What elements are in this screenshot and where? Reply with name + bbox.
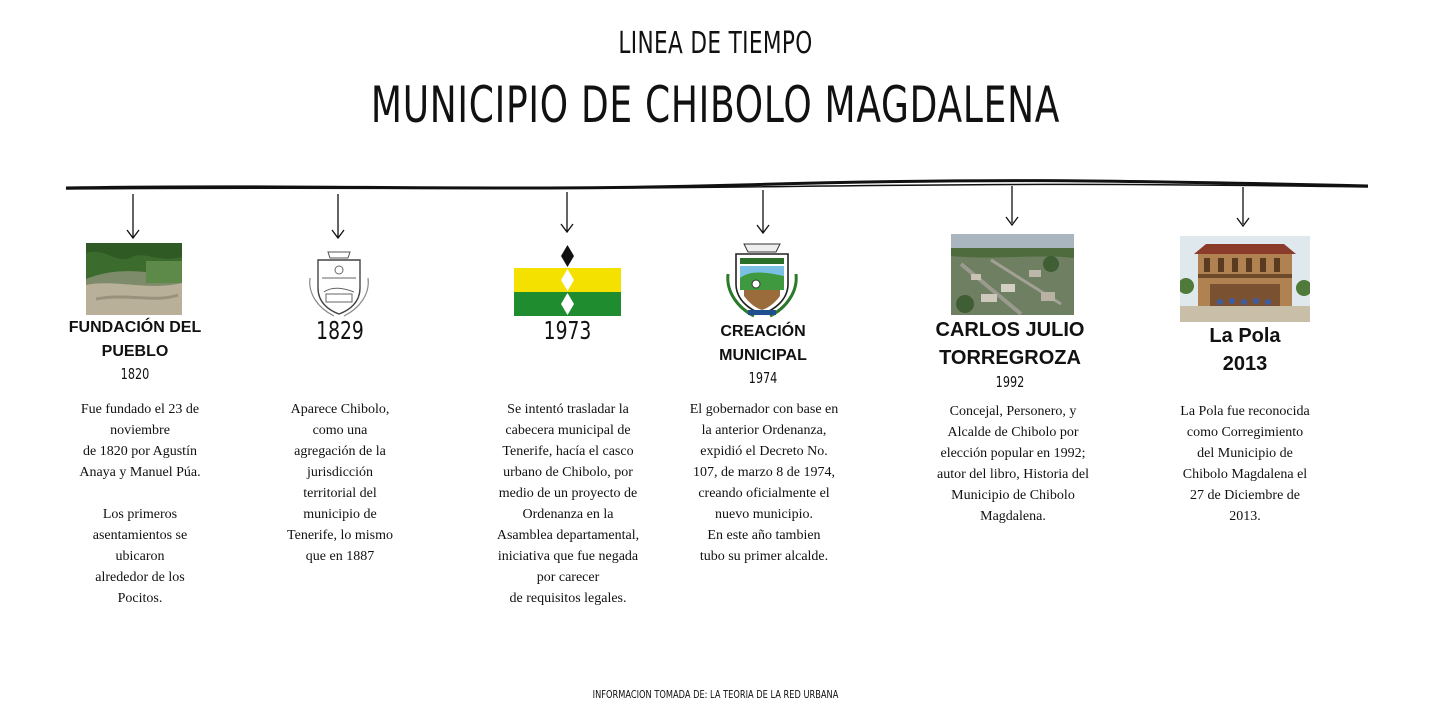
- event-3: [500, 316, 635, 345]
- river-landscape-photo: [86, 243, 182, 315]
- event-1-heading-line2: PUEBLO: [101, 343, 169, 360]
- event-4-text: El gobernador con base en la anterior Ordenanza, expidió el Decreto No. 107, de marzo 8 de 1974, creando oficialmente el nuevo municipio. En este año tambien tubo su primer alcalde.: [689, 402, 839, 564]
- timeline-line: [0, 170, 1431, 245]
- event-5-heading-line2: TORREGROZA: [939, 347, 1081, 369]
- municipal-flag: [514, 244, 621, 317]
- event-3-year: 1973: [543, 316, 592, 345]
- source-footer: INFORMACION TOMADA DE: LA TEORIA DE LA RED URBANA: [592, 688, 839, 701]
- municipal-coat-of-arms: [722, 238, 802, 318]
- wooden-house-photo: [1180, 236, 1310, 322]
- event-3-text: Se intentó trasladar la cabecera municipal de Tenerife, hacía el casco urbano de Chibolo, por medio de un proyecto de Ordenanza en la Asamblea departamental, iniciativa que fue negada por carecer de requisitos legales.: [496, 402, 640, 606]
- event-4: [688, 320, 838, 387]
- event-2-text: Aparece Chibolo, como una agregación de la jurisdicción territorial del municipio de Tenerife, lo mismo que en 1887: [287, 402, 393, 564]
- aerial-town-photo: [951, 234, 1074, 315]
- event-1-heading-line1: FUNDACIÓN DEL: [68, 319, 202, 336]
- page-subtitle: LINEA DE TIEMPO: [618, 26, 813, 61]
- event-2: [270, 316, 410, 345]
- event-6-heading-line2: 2013: [1222, 353, 1268, 375]
- event-5-text: Concejal, Personero, y Alcalde de Chibolo por elección popular en 1992; autor del libro, Historia del Municipio de Chibolo Magdalena.: [936, 404, 1090, 524]
- event-4-heading-line2: MUNICIPAL: [719, 347, 807, 364]
- page-title: MUNICIPIO DE CHIBOLO MAGDALENA: [370, 76, 1061, 134]
- event-5-year: 1992: [995, 373, 1025, 391]
- event-1-year: 1820: [120, 365, 150, 383]
- event-5: [915, 316, 1105, 391]
- event-1-text: Fue fundado el 23 de noviembre de 1820 por Agustín Anaya y Manuel Púa. Los primeros asentamientos se ubicaron alrededor de los Pocitos.: [79, 402, 201, 606]
- event-6-text: La Pola fue reconocida como Corregimiento del Municipio de Chibolo Magdalena el 27 de Diciembre de 2013.: [1180, 404, 1310, 524]
- arrow-icons: [127, 186, 1249, 238]
- event-2-year: 1829: [316, 316, 364, 345]
- event-4-heading-line1: CREACIÓN: [720, 323, 806, 340]
- event-6: [1170, 322, 1320, 378]
- event-5-heading-line1: CARLOS JULIO: [935, 319, 1085, 341]
- event-4-year: 1974: [748, 369, 778, 387]
- coat-of-arms-outline: [304, 248, 374, 320]
- event-6-heading-line1: La Pola: [1209, 325, 1281, 347]
- event-1: [40, 316, 230, 383]
